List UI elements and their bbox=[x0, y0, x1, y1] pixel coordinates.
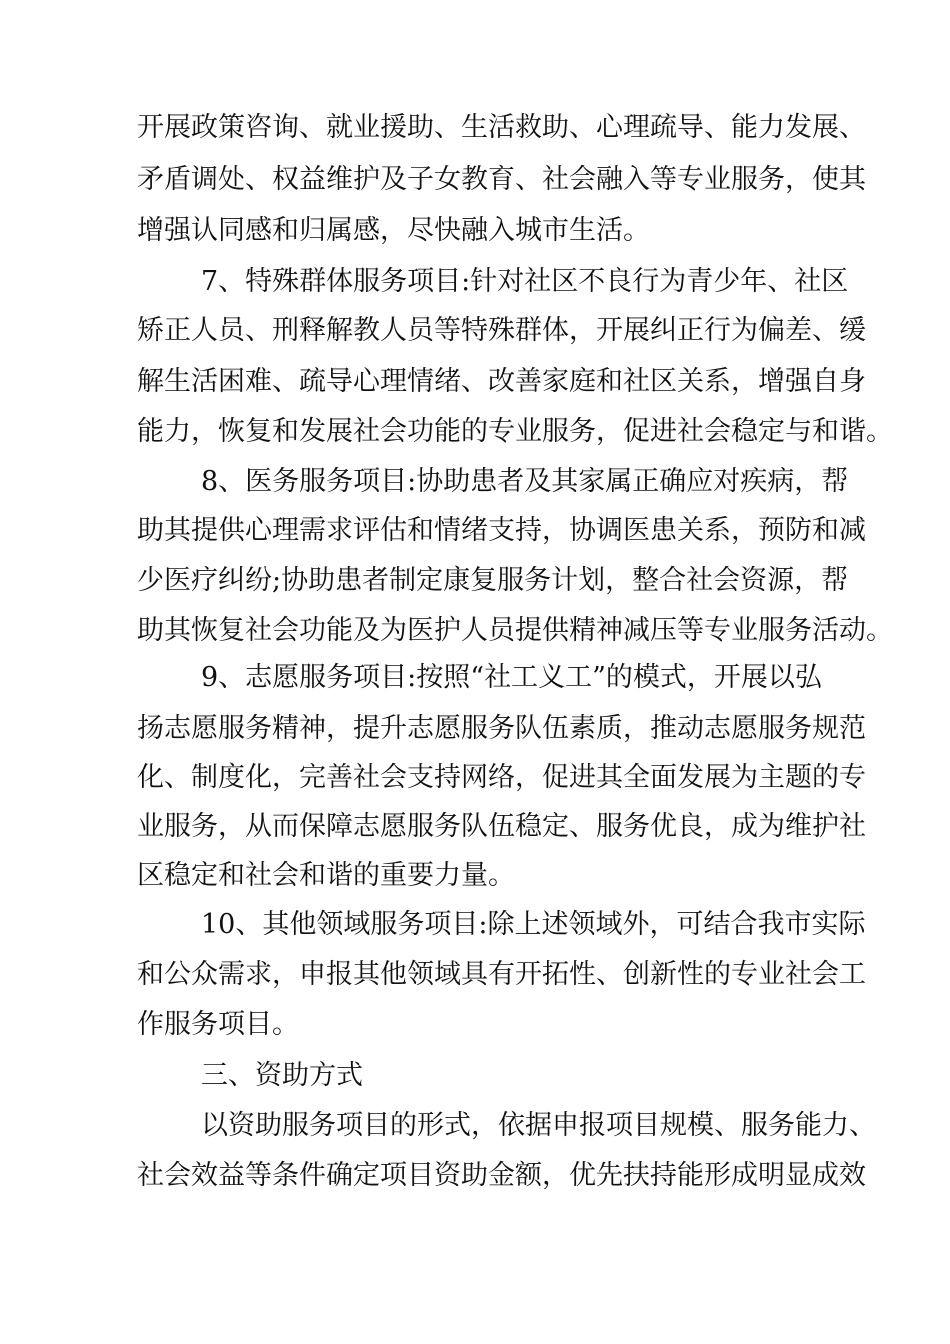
paragraph-7-line-3: 解生活困难、疏导心理情绪、改善家庭和社区关系，增强自身 bbox=[137, 366, 866, 397]
paragraph-10-line-2: 和公众需求，申报其他领域具有开拓性、创新性的专业社会工 bbox=[137, 959, 866, 990]
paragraph-6-line-1: 开展政策咨询、就业援助、生活救助、心理疏导、能力发展、 bbox=[137, 112, 866, 143]
paragraph-9-line-3: 化、制度化，完善社会支持网络，促进其全面发展为主题的专 bbox=[137, 762, 866, 793]
paragraph-7-line-1: 7、特殊群体服务项目:针对社区不良行为青少年、社区 bbox=[201, 266, 849, 297]
paragraph-7-line-2: 矫正人员、刑释解教人员等特殊群体，开展纠正行为偏差、缓 bbox=[137, 315, 866, 346]
paragraph-8-line-3: 少医疗纠纷;协助患者制定康复服务计划，整合社会资源，帮 bbox=[137, 565, 849, 596]
paragraph-9-line-4: 业服务，从而保障志愿服务队伍稳定、服务优良，成为维护社 bbox=[137, 811, 866, 842]
paragraph-8-line-4: 助其恢复社会功能及为医护人员提供精神减压等专业服务活动。 bbox=[137, 615, 893, 646]
paragraph-9-line-5: 区稳定和社会和谐的重要力量。 bbox=[137, 860, 515, 891]
paragraph-6-line-2: 矛盾调处、权益维护及子女教育、社会融入等专业服务，使其 bbox=[137, 164, 866, 195]
paragraph-funding-line-2: 社会效益等条件确定项目资助金额，优先扶持能形成明显成效 bbox=[137, 1160, 866, 1191]
paragraph-10-line-3: 作服务项目。 bbox=[137, 1009, 299, 1040]
paragraph-7-line-4: 能力，恢复和发展社会功能的专业服务，促进社会稳定与和谐。 bbox=[137, 416, 893, 447]
paragraph-9-line-2: 扬志愿服务精神，提升志愿服务队伍素质，推动志愿服务规范 bbox=[137, 713, 866, 744]
paragraph-9-line-1: 9、志愿服务项目:按照“社工义工”的模式，开展以弘 bbox=[201, 662, 822, 693]
paragraph-8-line-2: 助其提供心理需求评估和情绪支持，协调医患关系，预防和减 bbox=[137, 515, 866, 546]
paragraph-8-line-1: 8、医务服务项目:协助患者及其家属正确应对疾病，帮 bbox=[201, 466, 849, 497]
paragraph-6-line-3: 增强认同感和归属感，尽快融入城市生活。 bbox=[137, 215, 650, 246]
section-heading: 三、资助方式 bbox=[201, 1060, 363, 1091]
paragraph-funding-line-1: 以资助服务项目的形式，依据申报项目规模、服务能力、 bbox=[201, 1110, 876, 1141]
paragraph-10-line-1: 10、其他领域服务项目:除上述领域外，可结合我市实际 bbox=[201, 909, 866, 940]
